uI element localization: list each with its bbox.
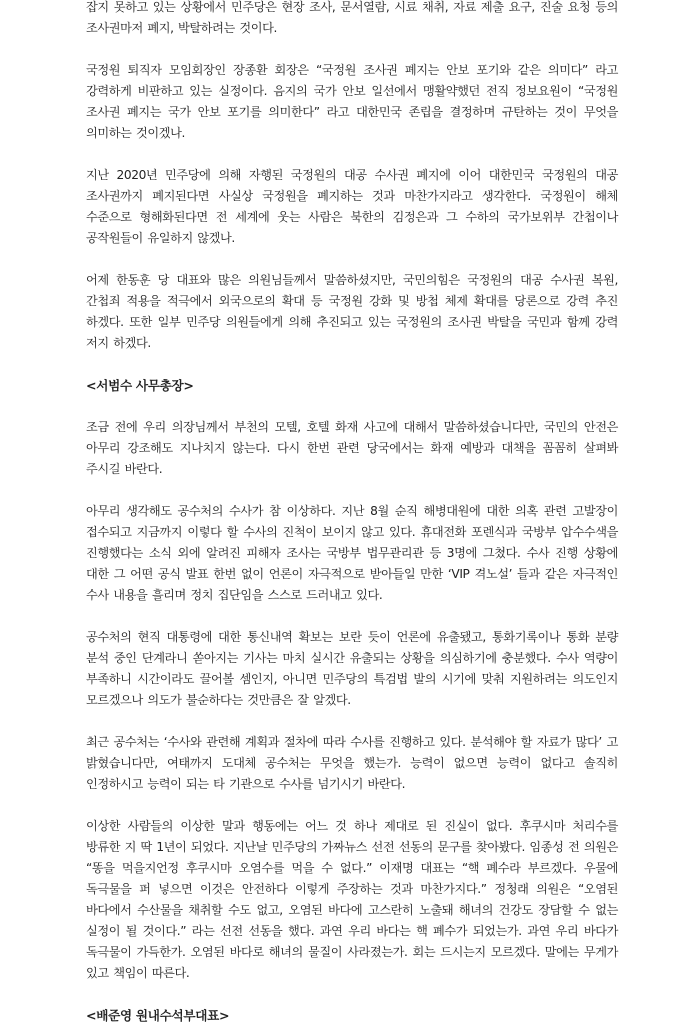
paragraph-a-3: 지난 2020년 민주당에 의해 자행된 국정원의 대공 수사권 폐지에 이어 대한민국 국정원의 대공 조사권까지 폐지된다면 사실상 국정원을 폐지하는 것과 마찬가지라고 생각한다. 국정원이 해체 수준으로 형해화된다면 전 세계에 웃는 사람은 북한의 김정은과 그 수하의 국가보위부 간첩이나 공작원들이 유일하지 않겠나. <box>86 168 618 245</box>
paragraph-b-4: 최근 공수처는 ‘수사와 관련해 계획과 절차에 따라 수사를 진행하고 있다. 분석해야 할 자료가 많다’ 고 밝혔습니다만, 여태까지 도대체 공수처는 무엇을 했는가. 능력이 없으면 능력이 없다고 솔직히 인정하시고 능력이 되는 타 기관으로 수사를 넘기시기 바란다. <box>86 735 618 791</box>
paragraph-a-2: 국정원 퇴직자 모임회장인 장종환 회장은 “국정원 조사권 폐지는 안보 포기와 같은 의미다” 라고 강력하게 비판하고 있는 실정이다. 음지의 국가 안보 일선에서 맹활약했던 전직 정보요원이 “국정원 조사권 폐지는 국가 안보 포기를 의미한다” 라고 대한민국 존립을 결정하며 규탄하는 것이 무엇을 의미하는 것이겠나. <box>86 63 618 140</box>
paragraph-a-1: 잡지 못하고 있는 상황에서 민주당은 현장 조사, 문서열람, 시료 채취, 자료 제출 요구, 진술 요청 등의 조사권마저 폐지, 박탈하려는 것이다. <box>86 0 618 35</box>
paragraph-b-2: 아무리 생각해도 공수처의 수사가 참 이상하다. 지난 8월 순직 해병대원에 대한 의혹 관련 고발장이 접수되고 지금까지 이렇다 할 수사의 진척이 보이지 않고 있다. 휴대전화 포렌식과 국방부 압수수색을 진행했다는 소식 외에 알려진 피해자 조사는 국방부 법무관리관 등 3명에 그쳤다. 수사 진행 상황에 대한 그 어떤 공식 발표 한번 없이 언론이 자극적으로 받아들일 만한 ‘VIP 격노설’ 들과 같은 자극적인 수사 내용을 흘리며 정치 집단임을 스스로 드러내고 있다. <box>86 504 618 602</box>
paragraph-b-3: 공수처의 현직 대통령에 대한 통신내역 확보는 보란 듯이 언론에 유출됐고, 통화기록이나 통화 분량 분석 중인 단계라니 쏟아지는 기사는 마치 실시간 유출되는 상황을 의심하기에 충분했다. 수사 역량이 부족하니 시간이라도 끌어볼 셈인지, 아니면 민주당의 특검법 발의 시기에 맞춰 지원하려는 의도인지 모르겠으나 의도가 불순하다는 것만큼은 잘 알겠다. <box>86 630 618 707</box>
paragraph-b-1: 조금 전에 우리 의장님께서 부천의 모텔, 호텔 화재 사고에 대해서 말씀하셨습니다만, 국민의 안전은 아무리 강조해도 지나치지 않는다. 다시 한번 관련 당국에서는 화재 예방과 대책을 꼼꼼히 살펴봐 주시길 바란다. <box>86 420 618 476</box>
paragraph-b-5: 이상한 사람들의 이상한 말과 행동에는 어느 것 하나 제대로 된 진실이 없다. 후쿠시마 처리수를 방류한 지 딱 1년이 되었다. 지난날 민주당의 가짜뉴스 선전 선동의 문구를 찾아봤다. 임종성 전 의원은 “똥을 먹을지언정 후쿠시마 오염수를 먹을 수 없다.” 이재명 대표는 “핵 폐수라 부르겠다. 우물에 독극물을 퍼 넣으면 이것은 안전하다 이렇게 주장하는 것과 마찬가지다.” 정청래 의원은 “오염된 바다에서 수산물을 채취할 수도 없고, 오염된 바다에 고스란히 노출돼 해녀의 건강도 장담할 수 없는 실정이 될 것이다.” 라는 선전 선동을 했다. 과연 우리 바다는 핵 폐수가 되었는가. 과연 우리 바다가 독극물이 가득한가. 오염된 바다로 해녀의 물질이 사라졌는가. 회는 드시는지 모르겠다. 말에는 무게가 있고 책임이 따른다. <box>86 819 618 980</box>
speaker-heading-floor-deputy-leader: <배준영 원내수석부대표> <box>86 1008 230 1023</box>
document-page <box>86 0 618 1026</box>
paragraph-a-4: 어제 한동훈 당 대표와 많은 의원님들께서 말씀하셨지만, 국민의힘은 국정원의 대공 수사권 복원, 간첩죄 적용을 적극에서 외국으로의 확대 등 국정원 강화 및 방첩 체제 확대를 당론으로 강력 추진 하겠다. 또한 일부 민주당 의원들에게 의해 추진되고 있는 국정원의 조사권 박탈을 국민과 함께 강력 저지 하겠다. <box>86 273 618 350</box>
speaker-heading-secretary-general: <서범수 사무총장> <box>86 378 194 393</box>
